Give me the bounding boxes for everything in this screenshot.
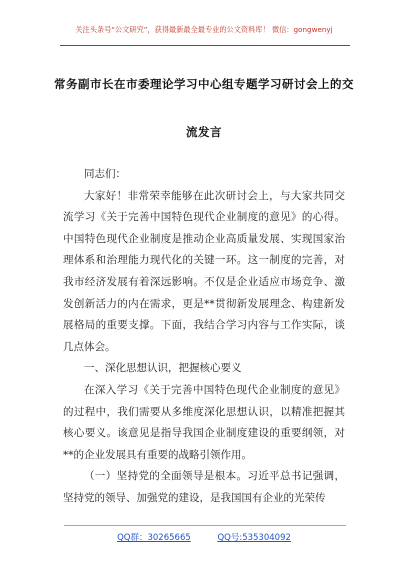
document-body [63,164,345,510]
paragraph: 大家好！非常荣幸能够在此次研讨会上，与大家共同交流学习《关于完善中国特色现代企业制度的意见》的心得。中国特色现代企业制度是推动企业高质量发展、实现国家治理体系和治理能力现代化的关键一环。这一制度的完善，对我市经济发展有着深远影响。不仅是企业适应市场竞争、激发创新活力的内在需求，更是**贯彻新发展理念、构建新发展格局的重要支撑。下面，我结合学习内容与工作实际，谈几点体会。 [63,189,345,353]
header-divider [60,45,350,46]
document-title-line2: 流发言 [186,125,222,139]
paragraph: （一）坚持党的全面领导是根本。习近平总书记强调，坚持党的领导、加强党的建设，是我国国有企业的光荣传 [63,470,345,504]
paragraph: 在深入学习《关于完善中国特色现代企业制度的意见》的过程中，我们需要从多维度深化思想认识，以精准把握其核心要义。该意见是指导我国企业制度建设的重要纲领，对**的企业发展具有重要的战略引领作用。 [63,383,345,461]
footer-divider [64,525,346,526]
footer [0,531,408,543]
section-heading: 一、深化思想认识，把握核心要义 [84,362,242,375]
document-title-line1: 常务副市长在市委理论学习中心组专题学习研讨会上的交 [54,77,354,91]
qq-group-link[interactable]: QQ群：30265665 [117,533,191,543]
header-note: 关注头条号“公文研究”，获得最新最全最专业的公文资料库！ 微信：gongwenyj [75,25,333,34]
salutation: 同志们： [84,168,126,180]
qq-number-link[interactable]: QQ号:535304092 [217,533,291,543]
